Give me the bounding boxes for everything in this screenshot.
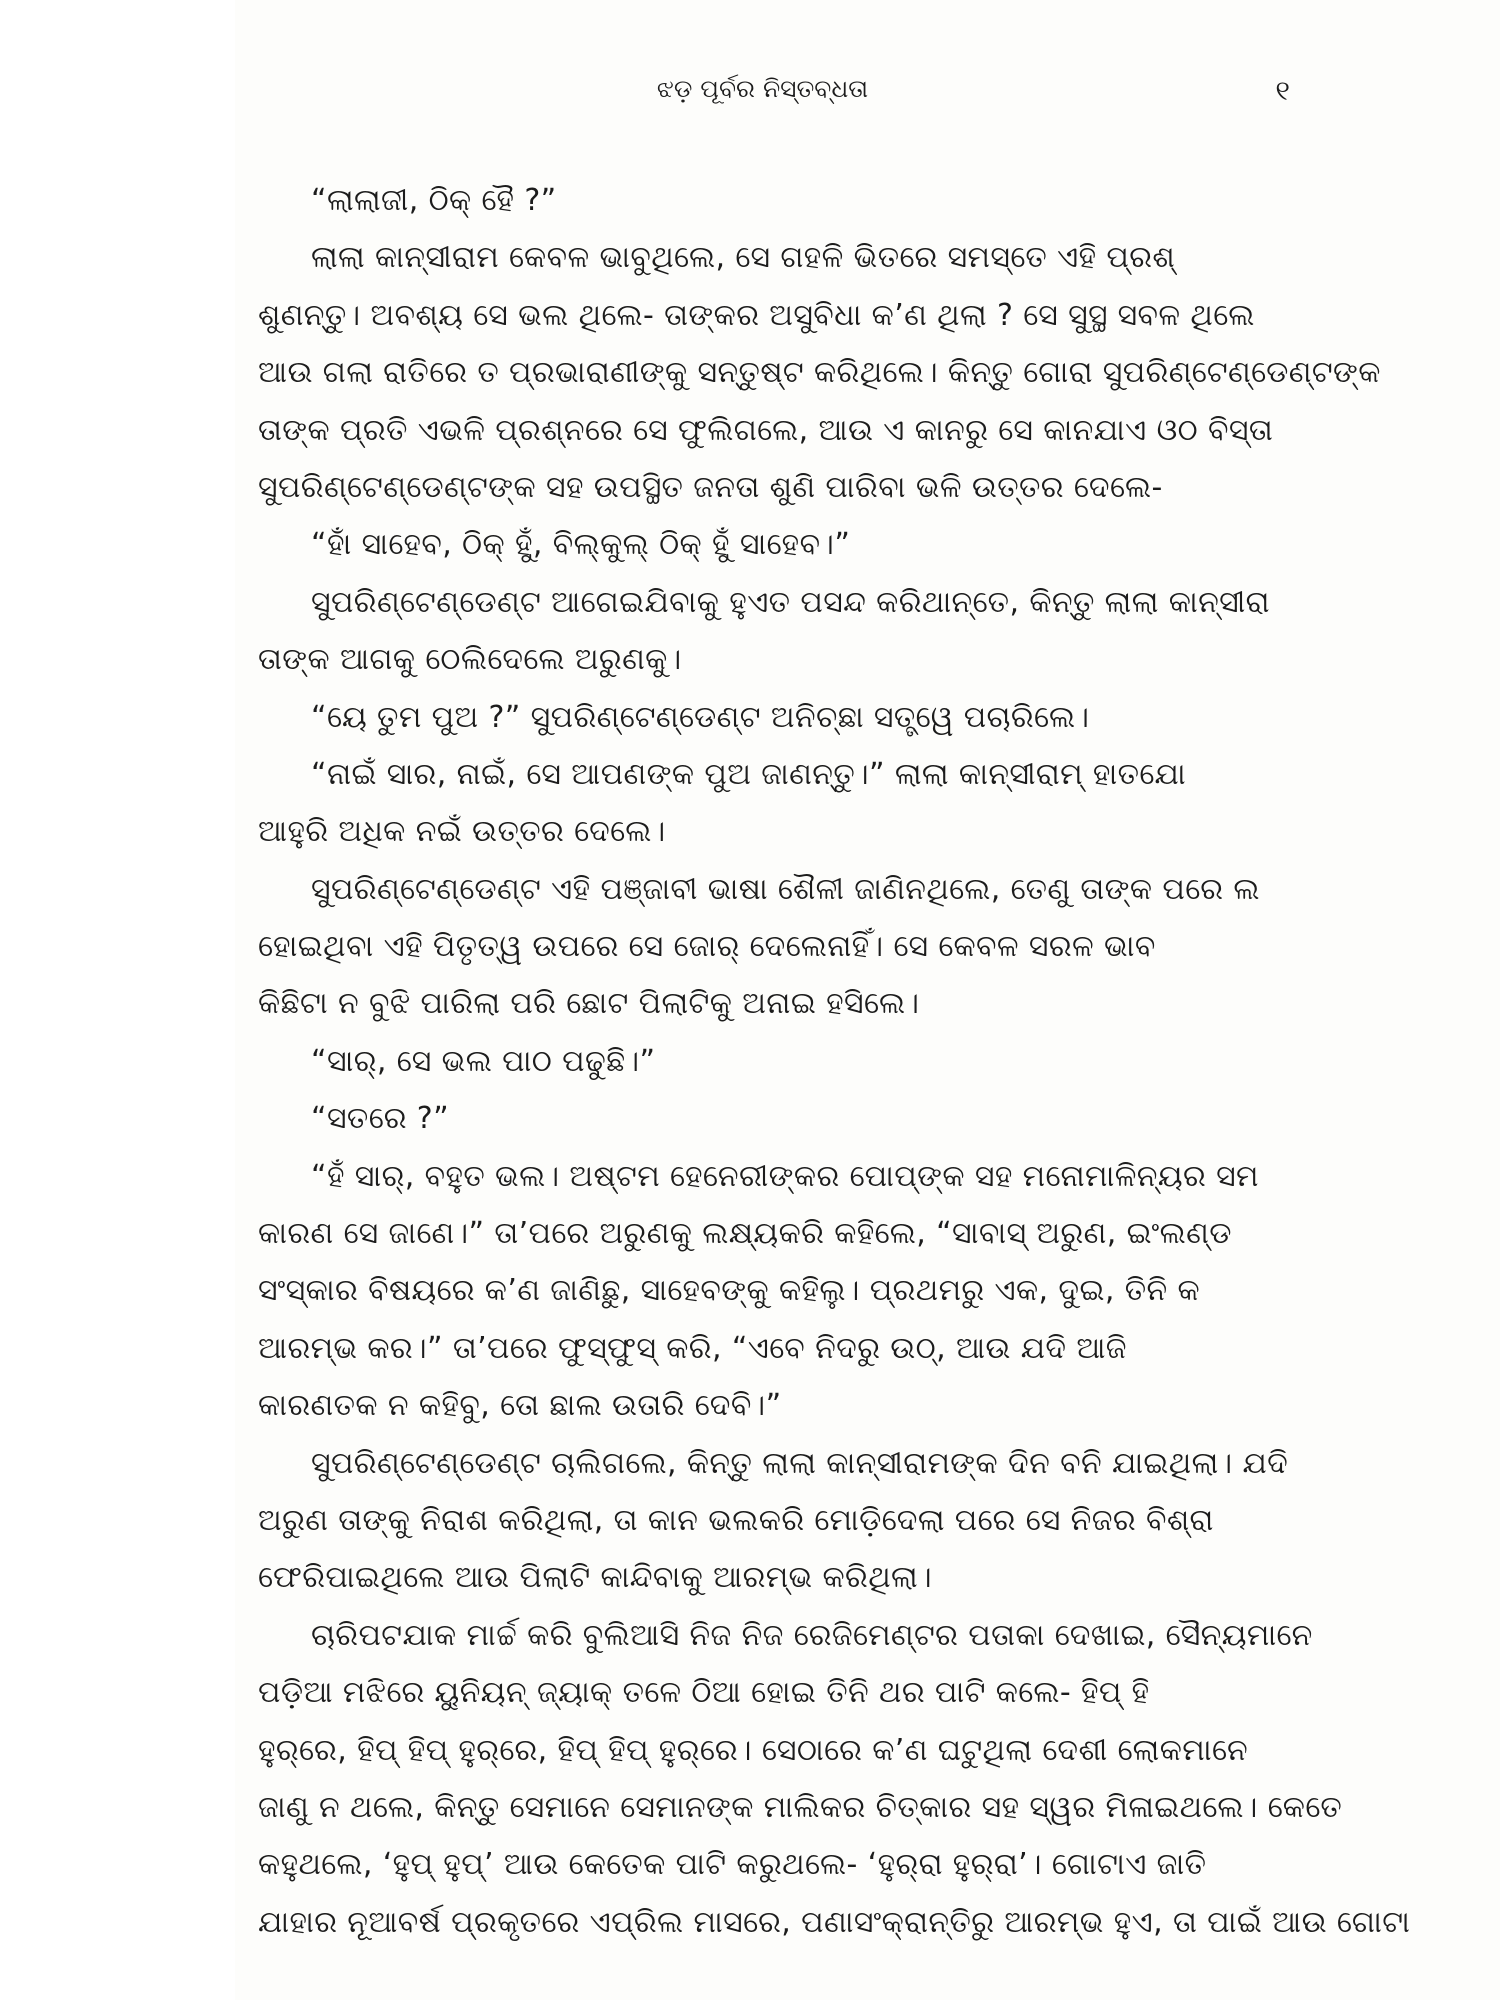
text-line: କହୁଥଲେ, ‘ହୁପ୍ ହୁପ୍’ ଆଉ କେତେକ ପାଟି କରୁଥଲେ- ‘ହୁର୍‌ରା ହୁର୍‌ରା’। ଗୋଟାଏ ଜାତି bbox=[258, 1847, 1207, 1883]
text-line: ଆହୁରି ଅଧିକ ନଇଁ ଉତ୍ତର ଦେଲେ। bbox=[258, 814, 666, 850]
text-line: ଚାରିପଟଯାକ ମାର୍ଚ୍ଚ କରି ବୁଲିଆସି ନିଜ ନିଜ ରେଜିମେଣ୍ଟର ପତାକା ଦେଖାଇ, ସୈନ୍ୟମାନେ bbox=[311, 1617, 1313, 1653]
text-line: ଆଉ ଗଲା ରାତିରେ ତ ପ୍ରଭାରାଣୀଙ୍କୁ ସନ୍ତୁଷ୍ଟ କରିଥିଲେ। କିନ୍ତୁ ଗୋରା ସୁପରିଣ୍ଟେଣ୍ଡେଣ୍ଟଙ୍କ bbox=[258, 355, 1381, 391]
text-line: ପଡ଼ିଆ ମଝିରେ ୟୁନିୟନ୍ ଜ୍ୟାକ୍ ତଳେ ଠିଆ ହୋଇ ତିନି ଥର ପାଟି କଲେ- ହିପ୍ ହି bbox=[258, 1675, 1150, 1711]
text-line: ତାଙ୍କ ଆଗକୁ ଠେଲିଦେଲେ ଅରୁଣକୁ। bbox=[258, 642, 682, 678]
text-line: “ହାଁ ସାହେବ, ଠିକ୍ ହୁଁ, ବିଲ୍‌କୁଲ୍ ଠିକ୍ ହୁଁ ସାହେବ।” bbox=[311, 527, 851, 563]
running-title: ଝଡ଼ ପୂର୍ବର ନିସ୍ତବ୍ଧତା bbox=[656, 74, 869, 103]
text-line: କାରଣ ସେ ଜାଣେ।” ତା’ପରେ ଅରୁଣକୁ ଲକ୍ଷ୍ୟକରି କହିଲେ, “ସାବାସ୍ ଅରୁଣ, ଇଂଲଣ୍ଡ bbox=[258, 1216, 1232, 1252]
text-line: “ହଁ ସାର୍, ବହୁତ ଭଲ। ଅଷ୍ଟମ ହେନେରୀଙ୍କର ପୋପ୍‌ଙ୍କ ସହ ମନୋମାଳିନ୍ୟର ସମ bbox=[311, 1158, 1259, 1194]
page-header bbox=[235, 74, 1290, 114]
text-line: ସୁପରିଣ୍ଟେଣ୍ଡେଣ୍ଟଙ୍କ ସହ ଉପସ୍ଥିତ ଜନତା ଶୁଣି ପାରିବା ଭଳି ଉତ୍ତର ଦେଲେ- bbox=[258, 469, 1163, 505]
text-line: ହୁର୍‌ରେ, ହିପ୍ ହିପ୍ ହୁର୍‌ରେ, ହିପ୍ ହିପ୍ ହୁର୍‌ରେ। ସେଠାରେ କ’ଣ ଘଟୁଥିଲା ଦେଶୀ ଲୋକମାନେ bbox=[258, 1732, 1249, 1768]
text-line: “ୟେ ତୁମ ପୁଅ ?” ସୁପରିଣ୍ଟେଣ୍ଡେଣ୍ଟ ଅନିଚ୍ଛା ସତ୍ତ୍ୱେ ପଚାରିଲେ। bbox=[311, 699, 1090, 735]
text-line: “ନାଇଁ ସାର, ନାଇଁ, ସେ ଆପଣଙ୍କ ପୁଅ ଜାଣନ୍ତୁ।” ଲାଲା କାନ୍ସୀରାମ୍ ହାତଯୋ bbox=[311, 756, 1186, 792]
text-line: କାରଣତକ ନ କହିବୁ, ତୋ ଛାଲ ଉତାରି ଦେବି।” bbox=[258, 1388, 782, 1424]
text-line: ଆରମ୍ଭ କର।” ତା’ପରେ ଫୁସ୍‌ଫୁସ୍ କରି, “ଏବେ ନିଦରୁ ଉଠ୍, ଆଉ ଯଦି ଆଜି bbox=[258, 1330, 1127, 1366]
text-line: ଶୁଣନ୍ତୁ। ଅବଶ୍ୟ ସେ ଭଲ ଥିଲେ- ତାଙ୍କର ଅସୁବିଧା କ’ଣ ଥିଲା ? ସେ ସୁସ୍ଥ ସବଳ ଥିଲେ bbox=[258, 297, 1255, 333]
text-line: ସୁପରିଣ୍ଟେଣ୍ଡେଣ୍ଟ ଚାଲିଗଲେ, କିନ୍ତୁ ଲାଲା କାନ୍ସୀରାମଙ୍କ ଦିନ ବନି ଯାଇଥିଲା। ଯଦି bbox=[311, 1445, 1289, 1481]
text-line: କିଛିଟା ନ ବୁଝି ପାରିଲା ପରି ଛୋଟ ପିଲାଟିକୁ ଅନାଇ ହସିଲେ। bbox=[258, 986, 920, 1022]
text-line: “ସାର୍, ସେ ଭଲ ପାଠ ପଢୁଛି।” bbox=[311, 1043, 656, 1079]
text-line: ତାଙ୍କ ପ୍ରତି ଏଭଳି ପ୍ରଶ୍ନରେ ସେ ଫୁଲିଗଲେ, ଆଉ ଏ କାନରୁ ସେ କାନଯାଏ ଓଠ ବିସ୍ତା bbox=[258, 412, 1274, 448]
text-line: ଜାଣୁ ନ ଥଲେ, କିନ୍ତୁ ସେମାନେ ସେମାନଙ୍କ ମାଲିକର ଚିତ୍କାର ସହ ସ୍ୱର ମିଳାଇଥଲେ। କେତେ bbox=[258, 1789, 1343, 1825]
text-line: ସଂସ୍କାର ବିଷୟରେ କ’ଣ ଜାଣିଛୁ, ସାହେବଙ୍କୁ କହିଲୁ। ପ୍ରଥମରୁ ଏକ, ଦୁଇ, ତିନି କ bbox=[258, 1273, 1201, 1309]
page-margin bbox=[0, 0, 235, 2000]
text-line: “ସତରେ ?” bbox=[311, 1101, 450, 1137]
text-line: ସୁପରିଣ୍ଟେଣ୍ଡେଣ୍ଟ ଏହି ପଞ୍ଜାବୀ ଭାଷା ଶୈଳୀ ଜାଣିନଥିଲେ, ତେଣୁ ତାଙ୍କ ପରେ ଲ bbox=[311, 871, 1260, 907]
text-line: ଅରୁଣ ତାଙ୍କୁ ନିରାଶ କରିଥିଲା, ତା କାନ ଭଲକରି ମୋଡ଼ିଦେଲା ପରେ ସେ ନିଜର ବିଶ୍ରା bbox=[258, 1502, 1214, 1538]
body-text bbox=[258, 172, 1411, 1951]
text-line: ଫେରିପାଇଥିଲେ ଆଉ ପିଲାଟି କାନ୍ଦିବାକୁ ଆରମ୍ଭ କରିଥିଲା। bbox=[258, 1560, 932, 1596]
text-line: ହୋଇଥିବା ଏହି ପିତୃତ୍ୱ ଉପରେ ସେ ଜୋର୍ ଦେଲେନାହିଁ। ସେ କେବଳ ସରଳ ଭାବ bbox=[258, 929, 1156, 965]
text-line: “ଲାଲାଜୀ, ଠିକ୍ ହୈ ?” bbox=[311, 183, 557, 218]
text-line: ଲାଲା କାନ୍ସୀରାମ କେବଳ ଭାବୁଥିଲେ, ସେ ଗହଳି ଭିତରେ ସମସ୍ତେ ଏହି ପ୍ରଶ୍ bbox=[311, 240, 1176, 276]
text-line: ସୁପରିଣ୍ଟେଣ୍ଡେଣ୍ଟ ଆଗେଇଯିବାକୁ ହୁଏତ ପସନ୍ଦ କରିଥାନ୍ତେ, କିନ୍ତୁ ଲାଲା କାନ୍ସୀରା bbox=[311, 584, 1270, 620]
text-line: ଯାହାର ନୂଆବର୍ଷ ପ୍ରକୃତରେ ଏପ୍ରିଲ ମାସରେ, ପଣାସଂକ୍ରାନ୍ତିରୁ ଆରମ୍ଭ ହୁଏ, ତା ପାଇଁ ଆଉ ଗୋଟା bbox=[258, 1904, 1411, 1940]
page-number: ୧ bbox=[1275, 74, 1290, 107]
